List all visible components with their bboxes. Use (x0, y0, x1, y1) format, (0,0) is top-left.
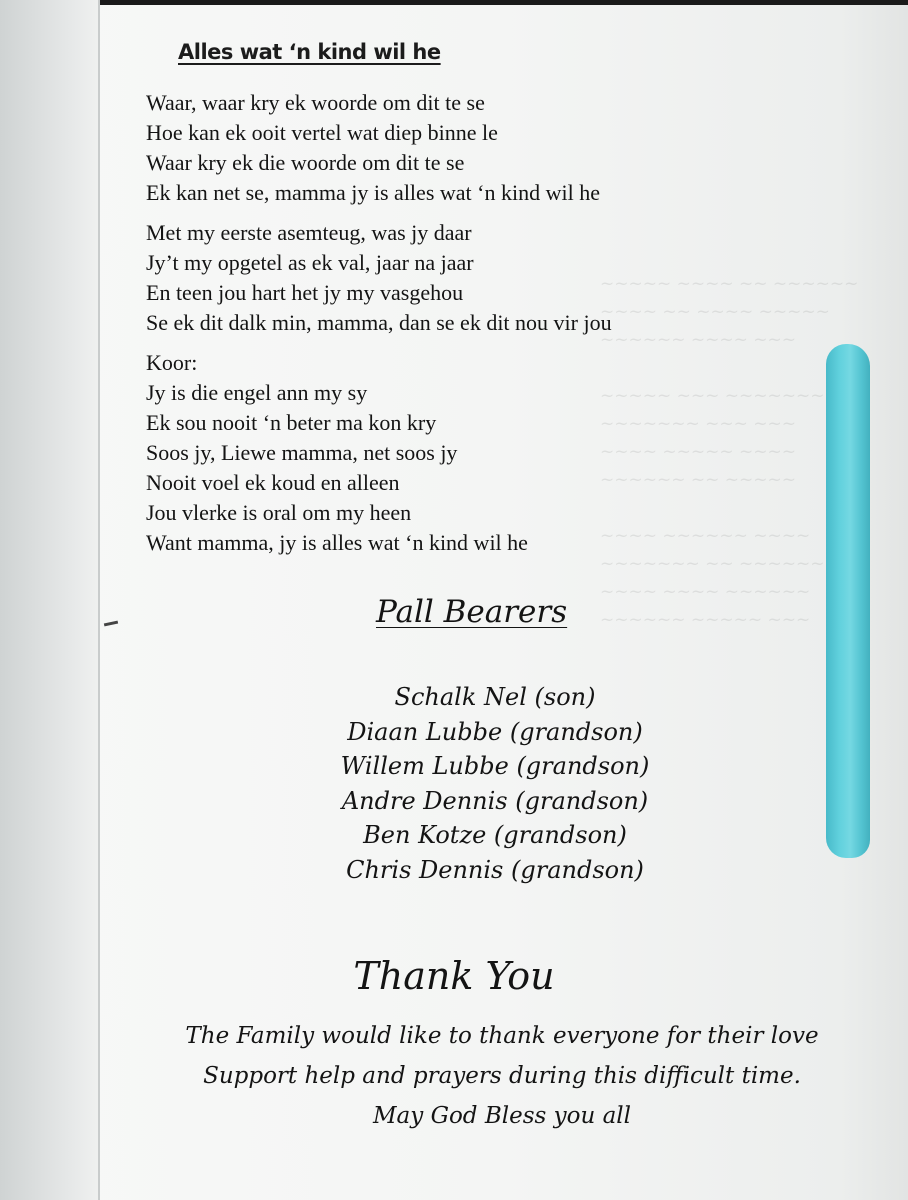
chorus (146, 348, 612, 558)
top-edge-strip (100, 0, 908, 5)
lyric-line: Want mamma, jy is alles wat ‘n kind wil he (146, 530, 528, 555)
lyric-line: Se ek dit dalk min, mamma, dan se ek dit nou vir jou (146, 310, 612, 335)
lyric-line: Hoe kan ek ooit vertel wat diep binne le (146, 120, 498, 145)
lyric-line: Jy is die engel ann my sy (146, 380, 368, 405)
lyric-line: Met my eerste asemteug, was jy daar (146, 220, 472, 245)
lyric-line: Soos jy, Liewe mamma, net soos jy (146, 440, 458, 465)
pall-bearer-name: Ben Kotze (grandson) (363, 821, 627, 849)
show-through-texture: ~~~~~ ~~~~ ~~ ~~~~~~ ~~~~ ~~ ~~~~ ~~~~~ ~~~~~~ ~~~~ ~~~ ~~~~~ ~~~ ~~~~~~~ ~~~~~~~ ~~~ ~~~ ~~~~ ~~~~~ ~~~~ ~~~~~~ ~~ ~~~~~ ~~~~ ~~~~~~ ~~~~ ~~~~~~~ ~~ ~~~~~~ ~~~~ ~~~~ ~~~~~~ ~~~~~~ ~~~~~ ~~~ (600, 274, 859, 630)
lyric-line: Jy’t my opgetel as ek val, jaar na jaar (146, 250, 474, 275)
pall-bearer-name: Willem Lubbe (grandson) (340, 752, 650, 780)
song-title: Alles wat ‘n kind wil he (178, 40, 441, 64)
thank-you-message (0, 1016, 908, 1136)
pall-bearer-name: Diaan Lubbe (grandson) (347, 717, 643, 746)
song-lyrics (146, 88, 612, 568)
thank-you-line: May God Bless you all (373, 1103, 631, 1129)
thank-you-line: Support help and prayers during this difficult time. (203, 1063, 801, 1089)
lyric-line: Ek kan net se, mamma jy is alles wat ‘n kind wil he (146, 180, 600, 205)
lyric-line: En teen jou hart het jy my vasgehou (146, 280, 464, 305)
highlighter-mark (826, 344, 870, 858)
thank-you-title: Thank You (353, 954, 555, 998)
pen-mark (104, 621, 118, 627)
stanza-2 (146, 218, 612, 338)
pall-bearer-name: Andre Dennis (grandson) (341, 786, 649, 815)
pall-bearer-name: Schalk Nel (son) (394, 683, 596, 711)
thank-you-line: The Family would like to thank everyone for their love (185, 1023, 819, 1049)
pall-bearer-name: Chris Dennis (grandson) (346, 855, 644, 884)
chorus-label: Koor: (146, 350, 198, 375)
lyric-line: Waar kry ek die woorde om dit te se (146, 150, 465, 175)
pall-bearers-heading: Pall Bearers (376, 594, 568, 630)
lyric-line: Waar, waar kry ek woorde om dit te se (146, 90, 485, 115)
lyric-line: Ek sou nooit ‘n beter ma kon kry (146, 410, 437, 435)
lyric-line: Nooit voel ek koud en alleen (146, 470, 400, 495)
lyric-line: Jou vlerke is oral om my heen (146, 500, 412, 525)
pall-bearers-list (280, 680, 710, 887)
stanza-1 (146, 88, 612, 208)
